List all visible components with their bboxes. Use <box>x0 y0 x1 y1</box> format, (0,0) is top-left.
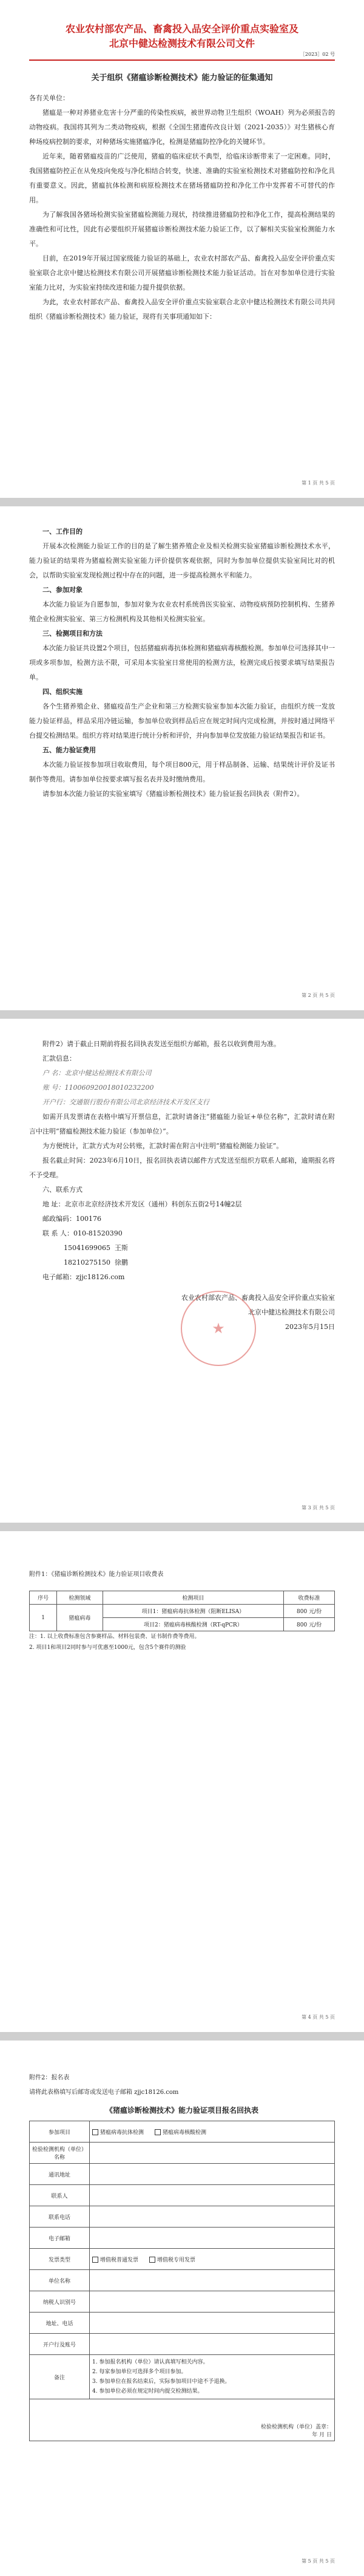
remark-line: 1. 参加报名机构（单位）请认真填写相关内容。 <box>92 2359 209 2365</box>
page-4 <box>0 1531 364 2032</box>
section-heading: 三、检测项目和方法 <box>42 630 103 637</box>
page-number: 第 1 页 共 5 页 <box>302 480 335 486</box>
bank-line: 账 号：110060920018010232200 <box>42 1084 154 1092</box>
remarks-row <box>30 2355 335 2399</box>
form-field[interactable] <box>90 2291 335 2313</box>
form-field[interactable] <box>90 2228 335 2249</box>
checkbox-icon[interactable] <box>92 2129 98 2135</box>
form-label: 参加项目 <box>30 2121 90 2143</box>
form-field[interactable] <box>90 2249 335 2270</box>
form-label: 电子邮箱 <box>30 2228 90 2249</box>
checkbox-icon[interactable] <box>155 2129 161 2135</box>
contact-line: 15041699065 王斯 <box>42 1244 128 1252</box>
checkbox-icon[interactable] <box>149 2257 155 2263</box>
paragraph: 本次能力验证共设置2个项目，包括猪瘟病毒抗体检测和猪瘟病毒核酸检测。参加单位可选择其中一项或多项参加，检测方法不限，可采用本实验室日常使用的检测方法，检测完成后按要求填写结果报告单。 <box>29 644 335 681</box>
paragraph: 为方便统计，汇款方式为对公转账，汇款时需在附言中注明“猪瘟检测能力验证”。 <box>42 1142 283 1150</box>
remark-line: 4. 参加单位必须在规定时间内提交检测结果。 <box>92 2388 203 2394</box>
contact-info <box>29 1197 335 1285</box>
bank-heading: 汇款信息： <box>42 1055 76 1062</box>
section-heading: 四、组织实施 <box>42 688 83 696</box>
signing-org: 农业农村部农产品、畜禽投入品安全评价重点实验室 <box>181 1294 335 1302</box>
page-gap <box>0 498 364 506</box>
fee-note-2: 2. 项目1和项目2同时参与可优惠至1000元，包含5个赛件的测验 <box>29 1645 186 1651</box>
page-5 <box>0 2041 364 2576</box>
paragraph: 近年来，随着猪瘟疫苗的广泛使用，猪瘟的临床症状不典型，给临床诊断带来了一定困难。同时，我国猪瘟防控正在从免疫向免疫与净化相结合转变，快速、准确的实验室检测技术对猪瘟防控和净化具有重要意义。因此，猪瘟抗体检测和病原检测技术在猪场猪瘟防控和净化工作中发挥着不可替代的作用。 <box>29 152 335 204</box>
paragraph: 开展本次检测能力验证工作的目的是了解生猪养殖企业及相关检测实验室猪瘟诊断检测技术水平，能力验证的结果将为猪瘟检测实验室能力评价提供客观依据，同时为参加单位提供实验室间比对的机会，以帮助实验室发现检测过程中存在的问题，进一步提高检测水平和能力。 <box>29 542 335 579</box>
form-row <box>30 2249 335 2270</box>
header-index: 序号 <box>30 1591 57 1605</box>
paragraph: 报名截止时间：2023年6月10日，报名回执表请以邮件方式发送至组织方联系人邮箱，逾期报名将不予受理。 <box>29 1157 335 1179</box>
row-index: 1 <box>30 1605 57 1631</box>
form-instruction: 请将此表格填写后邮寄或发送电子邮箱 zjjc18126.com <box>29 2089 179 2096</box>
form-field[interactable] <box>90 2334 335 2355</box>
form-field[interactable] <box>90 2143 335 2164</box>
sign-row <box>30 2399 335 2441</box>
table-header-row <box>30 1591 335 1605</box>
remarks-content <box>90 2355 335 2399</box>
option-label: 猪瘟病毒抗体检测 <box>100 2129 144 2136</box>
paragraph: 猪瘟是一种对养猪业危害十分严重的传染性疾病，被世界动物卫生组织（WOAH）列为必须报告的动物疫病。我国将其列为二类动物疫病，根据《全国生猪遗传改良计划（2021-2035）》对生猪核心育种场疫病控制的要求，对种猪场实施猪瘟净化，检测是猪瘟防控净化的关键环节。 <box>29 109 335 146</box>
form-row <box>30 2334 335 2355</box>
form-row <box>30 2291 335 2313</box>
contact-line: 地 址：北京市北京经济技术开发区（通州）科创东五街2号14幢2层 <box>42 1200 242 1208</box>
page-2 <box>0 506 364 1010</box>
attachment-2-title: 附件2：报名表 <box>29 2075 70 2081</box>
page-1 <box>0 0 364 498</box>
form-label: 开户行及账号 <box>30 2334 90 2355</box>
red-divider <box>29 59 335 61</box>
option-label: 增值税专用发票 <box>157 2257 196 2263</box>
page-1-body <box>29 106 335 324</box>
official-seal: ★ <box>181 1291 256 1366</box>
header-item: 检测项目 <box>103 1591 284 1605</box>
page-3 <box>0 1019 364 1523</box>
section-heading: 二、参加对象 <box>42 586 83 594</box>
seal-line: 检验检测机构（单位）盖章： <box>260 2424 332 2430</box>
item-1-name: 项目1：猪瘟病毒抗体检测（阻断ELISA） <box>103 1605 284 1618</box>
contact-line: 电子邮箱：zjjc18126.com <box>42 1273 125 1281</box>
form-row <box>30 2164 335 2185</box>
registration-form <box>29 2121 335 2441</box>
table-row <box>30 1605 335 1618</box>
form-field[interactable] <box>90 2313 335 2334</box>
form-label: 单位名称 <box>30 2270 90 2291</box>
form-row <box>30 2185 335 2206</box>
page-number: 第 5 页 共 5 页 <box>302 2558 335 2564</box>
form-label: 检验检测机构（单位）名称 <box>30 2143 90 2164</box>
form-field[interactable] <box>90 2270 335 2291</box>
form-label: 通讯地址 <box>30 2164 90 2185</box>
option-label: 猪瘟病毒核酸检测 <box>163 2129 207 2136</box>
document-number: ［2023］02 号 <box>300 52 335 57</box>
form-label: 地址、电话 <box>30 2313 90 2334</box>
page-gap <box>0 1010 364 1019</box>
header-fee: 收费标准 <box>284 1591 335 1605</box>
option-label: 增值税普通发票 <box>100 2257 139 2263</box>
salutation: 各有关单位： <box>29 94 69 102</box>
form-row <box>30 2206 335 2228</box>
attachment-1-title: 附件1：《猪瘟诊断检测技术》能力验证项目收费表 <box>29 1571 164 1578</box>
form-label: 发票类型 <box>30 2249 90 2270</box>
fee-table <box>29 1591 335 1631</box>
item-1-fee: 800 元/份 <box>284 1605 335 1618</box>
signing-date: 2023年5月15日 <box>285 1323 335 1331</box>
remark-line: 2. 每家参加单位可选择多个项目参加。 <box>92 2369 187 2375</box>
bank-info <box>29 1066 335 1110</box>
paragraph: 目前，在2019年开展过国家级能力验证的基础上，农业农村部农产品、畜禽投入品安全评价重点实验室联合北京中健达检测技术有限公司开展猪瘟诊断检测技术能力验证活动。旨在对参加单位进行实验室能力比对，为实验室持续改进和能力提升提供依据。 <box>29 254 335 291</box>
form-row <box>30 2270 335 2291</box>
page-number: 第 4 页 共 5 页 <box>302 2014 335 2020</box>
form-label: 联系电话 <box>30 2206 90 2228</box>
row-field: 猪瘟病毒 <box>57 1605 103 1631</box>
checkbox-icon[interactable] <box>92 2257 98 2263</box>
paragraph: 请参加本次能力验证的实验室填写《猪瘟诊断检测技术》能力验证报名回执表（附件2）。 <box>42 790 304 798</box>
form-row <box>30 2313 335 2334</box>
form-field[interactable] <box>90 2185 335 2206</box>
paragraph: 为此，农业农村部农产品、畜禽投入品安全评价重点实验室联合北京中健达检测技术有限公司共同组织《猪瘟诊断检测技术》能力验证，现将有关事项通知如下： <box>29 298 335 321</box>
header-field: 检测领域 <box>57 1591 103 1605</box>
bank-line: 户 名：北京中健达检测技术有限公司 <box>42 1069 152 1077</box>
contact-line: 18210275150 徐鹏 <box>42 1259 128 1266</box>
paragraph: 各个生猪养殖企业、猪瘟疫苗生产企业和第三方检测实验室参加本次能力验证，由组织方统一发放能力验证样品，样品采用冷链运输，参加单位收到样品后应在规定时间内完成检测，并按时通过网络平台提交检测结果。组织方将对结果进行统计分析和评价，并向参加单位发放能力验证结果报告和证书。 <box>29 702 335 739</box>
contact-line: 联 系 人：010-81520390 <box>42 1229 123 1237</box>
form-title: 《猪瘟诊断检测技术》能力验证项目报名回执表 <box>105 2106 258 2115</box>
signing-company: 北京中健达检测技术有限公司 <box>248 1308 335 1316</box>
org-title-line-1: 农业农村部农产品、畜禽投入品安全评价重点实验室及 <box>65 23 298 35</box>
notice-title: 关于组织《猪瘟诊断检测技术》能力验证的征集通知 <box>91 73 273 83</box>
paragraph: 为了解我国各猪场检测实验室猪瘟检测能力现状，持续推进猪瘟防控和净化工作，提高检测结果的准确性和可比性，因此有必要组织开展猪瘟诊断检测技术能力验证工作，以了解相关实验室检测能力水平。 <box>29 211 335 248</box>
page-gap <box>0 1523 364 1531</box>
form-label: 纳税人识别号 <box>30 2291 90 2313</box>
page-2-body <box>29 525 335 801</box>
page-3-body <box>29 1110 335 1183</box>
form-row <box>30 2143 335 2164</box>
page-number: 第 2 页 共 5 页 <box>302 993 335 998</box>
remarks-label: 备注 <box>30 2355 90 2399</box>
form-label: 联系人 <box>30 2185 90 2206</box>
form-field[interactable] <box>90 2206 335 2228</box>
page-gap <box>0 2032 364 2041</box>
paragraph: 本次能力验证为自愿参加，参加对象为农业农村系统兽医实验室、动物疫病预防控制机构、生猪养殖企业检测实验室、第三方检测机构及其他相关检测实验室。 <box>29 600 335 623</box>
date-line: 年 月 日 <box>312 2432 332 2438</box>
item-2-name: 项目2：猪瘟病毒核酸检测（RT-qPCR） <box>103 1618 284 1631</box>
section-heading: 五、能力验证费用 <box>42 746 96 754</box>
remark-line: 3. 参加单位在报名结束后，实际参加项目中途不予退换。 <box>92 2379 231 2385</box>
form-row <box>30 2121 335 2143</box>
fee-note-1: 注：1. 以上收费标准包含参赛样品、材料包装费、证书制作费等费用。 <box>29 1634 200 1640</box>
contact-line: 邮政编码：100176 <box>42 1215 101 1223</box>
paragraph: 如需开具发票请在表格中填写开票信息，汇款时请备注“猪瘟能力验证+单位名称”，汇款时请在附言中注明“猪瘟检测技术能力验证（参加单位）”。 <box>29 1113 335 1135</box>
registration-intro: 附件2）请于截止日期前将报名回执表发送至组织方邮箱，报名以收到费用为准。 <box>42 1040 280 1048</box>
org-title-line-2: 北京中健达检测技术有限公司文件 <box>109 38 255 49</box>
bank-line: 开户行：交通银行股份有限公司北京经济技术开发区支行 <box>42 1098 209 1106</box>
section-heading: 一、工作目的 <box>42 528 83 535</box>
form-row <box>30 2228 335 2249</box>
contact-heading: 六、联系方式 <box>42 1186 83 1194</box>
item-2-fee: 800 元/份 <box>284 1618 335 1631</box>
form-field[interactable] <box>90 2121 335 2143</box>
paragraph: 本次能力验证按参加项目收取费用，每个项目800元，用于样品制备、运输、结果统计评价及证书制作等费用。请参加单位按要求填写报名表并及时缴纳费用。 <box>29 761 335 783</box>
page-number: 第 3 页 共 5 页 <box>302 1505 335 1511</box>
form-field[interactable] <box>90 2164 335 2185</box>
